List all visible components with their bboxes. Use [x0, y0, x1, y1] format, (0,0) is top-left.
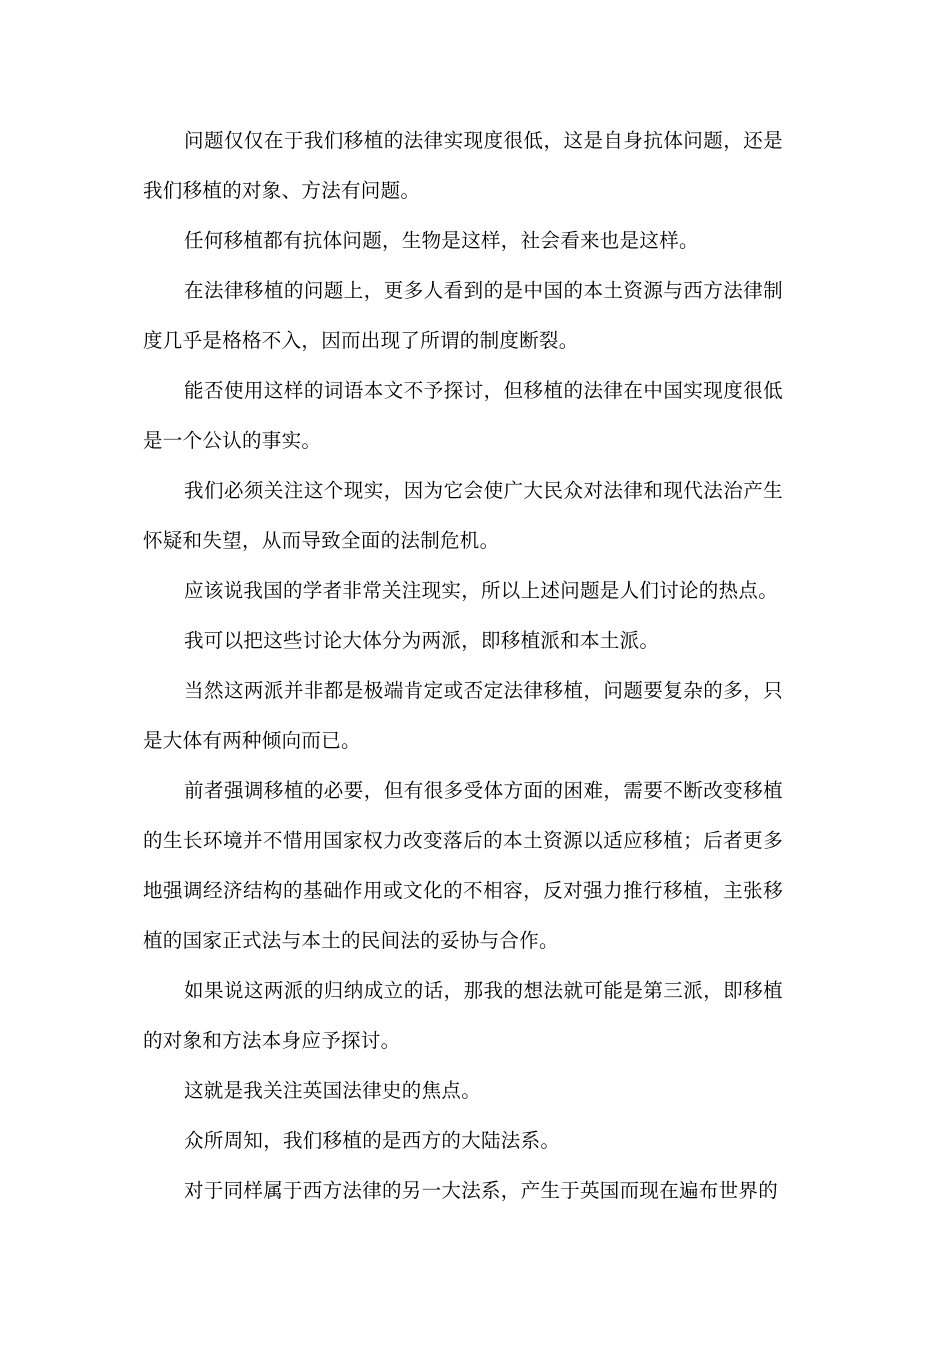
- document-body: [143, 116, 783, 1216]
- paragraph-12: 众所周知，我们移植的是西方的大陆法系。: [184, 1129, 561, 1152]
- paragraph-6: 应该说我国的学者非常关注现实，所以上述问题是人们讨论的热点。: [184, 579, 779, 602]
- paragraph-9: 前者强调移植的必要，但有很多受体方面的困难，需要不断改变移植的生长环境并不惜用国家权力改变落后的本土资源以适应移植；后者更多地强调经济结构的基础作用或文化的不相容，反对强力推行移植，主张移植的国家正式法与本土的民间法的妥协与合作。: [143, 779, 783, 952]
- paragraph-5: 我们必须关注这个现实，因为它会使广大民众对法律和现代法治产生怀疑和失望，从而导致全面的法制危机。: [143, 479, 783, 552]
- paragraph-10: 如果说这两派的归纳成立的话，那我的想法就可能是第三派，即移植的对象和方法本身应予探讨。: [143, 979, 783, 1052]
- paragraph-2: 任何移植都有抗体问题，生物是这样，社会看来也是这样。: [184, 229, 699, 252]
- paragraph-1: 问题仅仅在于我们移植的法律实现度很低，这是自身抗体问题，还是我们移植的对象、方法有问题。: [143, 129, 783, 202]
- paragraph-8: 当然这两派并非都是极端肯定或否定法律移植，问题要复杂的多，只是大体有两种倾向而已。: [143, 679, 783, 752]
- paragraph-13: 对于同样属于西方法律的另一大法系，产生于英国而现在遍布世界的: [184, 1179, 779, 1202]
- paragraph-7: 我可以把这些讨论大体分为两派，即移植派和本土派。: [184, 629, 660, 652]
- paragraph-11: 这就是我关注英国法律史的焦点。: [184, 1079, 482, 1102]
- paragraph-3: 在法律移植的问题上，更多人看到的是中国的本土资源与西方法律制度几乎是格格不入，因而出现了所谓的制度断裂。: [143, 279, 783, 352]
- paragraph-4: 能否使用这样的词语本文不予探讨，但移植的法律在中国实现度很低是一个公认的事实。: [143, 379, 783, 452]
